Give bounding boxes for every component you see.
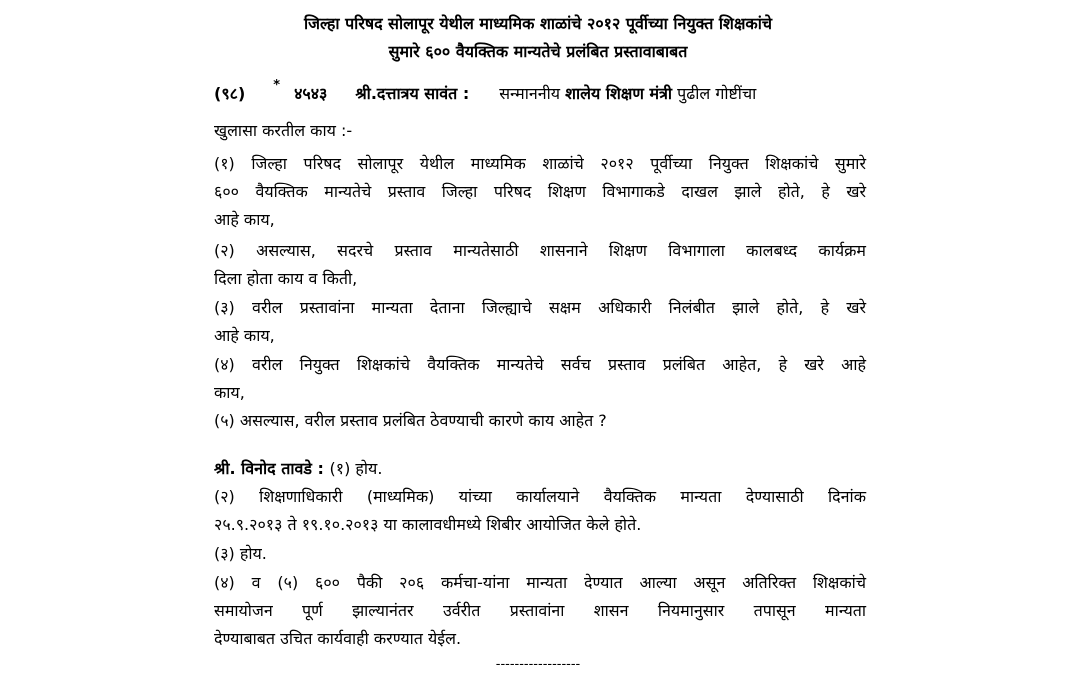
answer-45-line-1: (४) व (५) ६०० पैकी २०६ कर्मचा-यांना मान्यता देण्यात आल्या असून अतिरिक्त शिक्षकांचे	[214, 573, 866, 592]
question-5-line-1: (५) असल्यास, वरील प्रस्ताव प्रलंबित ठेवण्याची कारणे काय आहेत ?	[214, 411, 607, 430]
answer-1: (१) होय.	[329, 459, 383, 478]
question-header	[214, 78, 757, 104]
heading-line-1: जिल्हा परिषद सोलापूर येथील माध्यमिक शाळांचे २०१२ पूर्वीच्या नियुक्त शिक्षकांचे	[303, 14, 773, 33]
answer-2-line-1: (२) शिक्षणाधिकारी (माध्यमिक) यांच्या कार्यालयाने वैयक्तिक मान्यता देण्यासाठी दिनांक	[214, 487, 866, 506]
question-1-line-1: (१) जिल्हा परिषद सोलापूर येथील माध्यमिक शाळांचे २०१२ पूर्वीच्या नियुक्त शिक्षकांचे सुमारे	[214, 154, 866, 173]
question-2-line-2: दिला होता काय व किती,	[214, 269, 358, 288]
answer-45-line-2: समायोजन पूर्ण झाल्यानंतर उर्वरीत प्रस्तावांना शासन नियमानुसार तपासून मान्यता	[214, 601, 866, 620]
question-4-line-2: काय,	[214, 383, 245, 402]
question-1-line-2: ६०० वैयक्तिक मान्यतेचे प्रस्ताव जिल्हा परिषद शिक्षण विभागाकडे दाखल झाले होते, हे खरे	[214, 182, 866, 201]
question-3-line-1: (३) वरील प्रस्तावांना मान्यता देताना जिल्ह्याचे सक्षम अधिकारी निलंबीत झाले होते, हे खरे	[214, 298, 866, 317]
starred-marker: *	[273, 78, 281, 93]
question-4-line-1: (४) वरील नियुक्त शिक्षकांचे वैयक्तिक मान्यतेचे सर्वच प्रस्ताव प्रलंबित आहेत, हे खरे आहे	[214, 355, 866, 374]
question-3-line-2: आहे काय,	[214, 326, 275, 345]
answer-45-line-3: देण्याबाबत उचित कार्यवाही करण्यात येईल.	[214, 629, 462, 648]
intro-pre: सन्माननीय	[499, 84, 561, 103]
intro-post: पुढील गोष्टींचा	[677, 84, 757, 103]
heading-line-2: सुमारे ६०० वैयक्तिक मान्यतेचे प्रलंबित प्रस्तावाबाबत	[388, 42, 688, 61]
answer-3: (३) होय.	[214, 544, 267, 563]
question-2-line-1: (२) असल्यास, सदरचे प्रस्ताव मान्यतेसाठी शासनाने शिक्षण विभागाला कालबध्द कार्यक्रम	[214, 241, 866, 260]
answer-2-line-2: २५.९.२०१३ ते १९.१०.२०१३ या कालावधीमध्ये शिबीर आयोजित केले होते.	[214, 515, 642, 534]
question-1-line-3: आहे काय,	[214, 210, 275, 229]
intro-continued: खुलासा करतील काय :-	[214, 121, 353, 140]
question-id: ४५४३	[294, 84, 328, 103]
question-number: (९८)	[214, 84, 246, 103]
member-name: श्री.दत्तात्रय सावंत :	[355, 84, 470, 103]
respondent-label: श्री. विनोद तावडे :	[214, 459, 324, 478]
minister-title: शालेय शिक्षण मंत्री	[565, 84, 673, 103]
respondent-name	[214, 457, 382, 479]
section-separator: ------------------	[495, 657, 581, 672]
